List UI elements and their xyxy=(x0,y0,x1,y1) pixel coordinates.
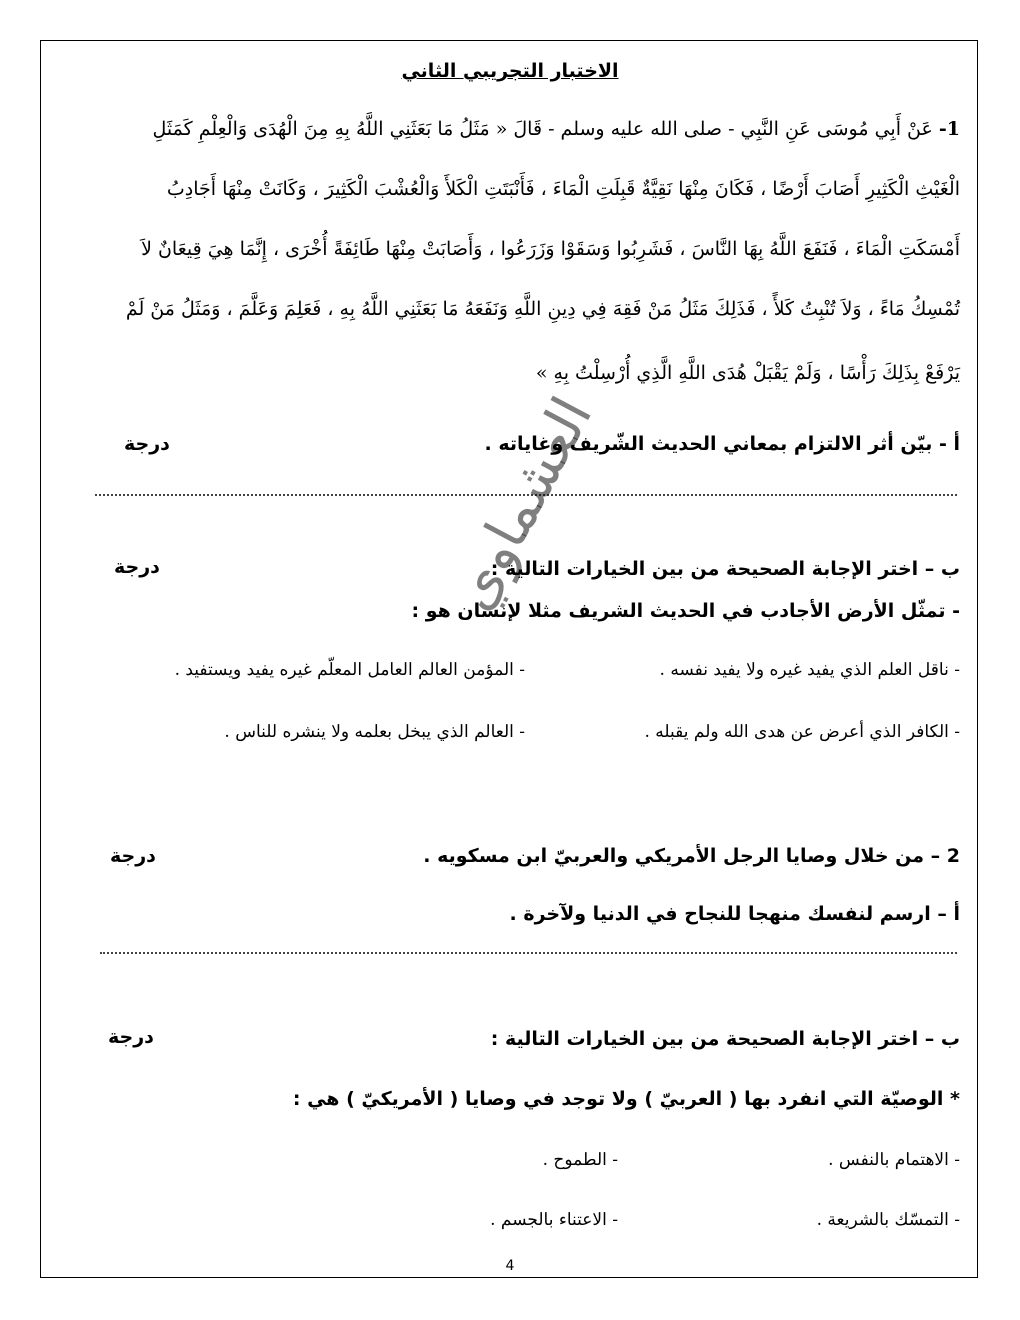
grade-label-1a: درجة xyxy=(124,433,170,455)
question-2: 2 – من خلال وصايا الرجل الأمريكي والعربيّ ابن مسكويه . xyxy=(423,845,960,867)
question-2a: أ – ارسم لنفسك منهجا للنجاح في الدنيا ولآخرة . xyxy=(509,903,960,925)
hadith-line-1: 1- عَنْ أَبِي مُوسَى عَنِ النَّبِي - صلى الله عليه وسلم - قَالَ « مَثَلُ مَا بَعَثَنِي اللَّهُ بِهِ مِنَ الْهُدَى وَالْعِلْمِ كَمَثَلِ xyxy=(152,118,960,140)
option-1b-3[interactable]: - الكافر الذي أعرض عن هدى الله ولم يقبله . xyxy=(644,722,960,742)
option-2b-4[interactable]: - الاعتناء بالجسم . xyxy=(490,1210,618,1230)
option-2b-2[interactable]: - الطموح . xyxy=(542,1150,618,1170)
question-number-2: 2 xyxy=(946,845,960,867)
option-1b-1[interactable]: - ناقل العلم الذي يفيد غيره ولا يفيد نفسه . xyxy=(659,660,960,680)
hadith-line-2: الْغَيْثِ الْكَثِيرِ أَصَابَ أَرْضًا ، فَكَانَ مِنْهَا نَقِيَّةٌ قَبِلَتِ الْمَاءَ ، فَأَنْبَتَتِ الْكَلأَ وَالْعُشْبَ الْكَثِيرَ ، وَكَانَتْ مِنْهَا أَجَادِبُ xyxy=(166,178,960,200)
option-1b-4[interactable]: - العالم الذي يبخل بعلمه ولا ينشره للناس . xyxy=(224,722,525,742)
option-2b-1[interactable]: - الاهتمام بالنفس . xyxy=(828,1150,960,1170)
page-title: الاختبار التجريبي الثاني xyxy=(401,60,619,82)
option-2b-3[interactable]: - التمسّك بالشريعة . xyxy=(816,1210,960,1230)
question-1b: ب – اختر الإجابة الصحيحة من بين الخيارات التالية : xyxy=(490,558,960,580)
question-1a: أ - بيّن أثر الالتزام بمعاني الحديث الشّريف وغاياته . xyxy=(484,433,960,455)
question-number-1: 1- xyxy=(938,118,960,140)
grade-label-1b: درجة xyxy=(114,556,160,578)
hadith-line-4: تُمْسِكُ مَاءً ، وَلاَ تُنْبِتُ كَلأً ، فَذَلِكَ مَثَلُ مَنْ فَقِهَ فِي دِينِ اللَّهِ وَنَفَعَهُ مَا بَعَثَنِي اللَّهُ بِهِ ، فَعَلِمَ وَعَلَّمَ ، وَمَثَلُ مَنْ لَمْ xyxy=(125,298,960,320)
page-number: 4 xyxy=(505,1258,515,1274)
watermark-text: العشماوي xyxy=(440,387,606,621)
option-1b-2[interactable]: - المؤمن العالم العامل المعلّم غيره يفيد ويستفيد . xyxy=(174,660,525,680)
grade-label-2b: درجة xyxy=(108,1026,154,1048)
question-1b-stem: - تمثّل الأرض الأجادب في الحديث الشريف مثلا لإنسان هو : xyxy=(411,600,960,622)
hadith-line-5: يَرْفَعْ بِذَلِكَ رَأْسًا ، وَلَمْ يَقْبَلْ هُدَى اللَّهِ الَّذِي أُرْسِلْتُ بِهِ » xyxy=(535,362,960,384)
question-2b: ب – اختر الإجابة الصحيحة من بين الخيارات التالية : xyxy=(490,1028,960,1050)
hadith-line-3: أَمْسَكَتِ الْمَاءَ ، فَنَفَعَ اللَّهُ بِهَا النَّاسَ ، فَشَرِبُوا وَسَقَوْا وَزَرَعُوا ، وَأَصَابَتْ مِنْهَا طَائِفَةً أُخْرَى ، إِنَّمَا هِيَ قِيعَانٌ لاَ xyxy=(141,238,960,260)
answer-line-2a[interactable] xyxy=(100,952,957,954)
grade-label-2: درجة xyxy=(110,845,156,867)
question-2b-stem: * الوصيّة التي انفرد بها ( العربيّ ) ولا توجد في وصايا ( الأمريكيّ ) هي : xyxy=(292,1088,960,1110)
